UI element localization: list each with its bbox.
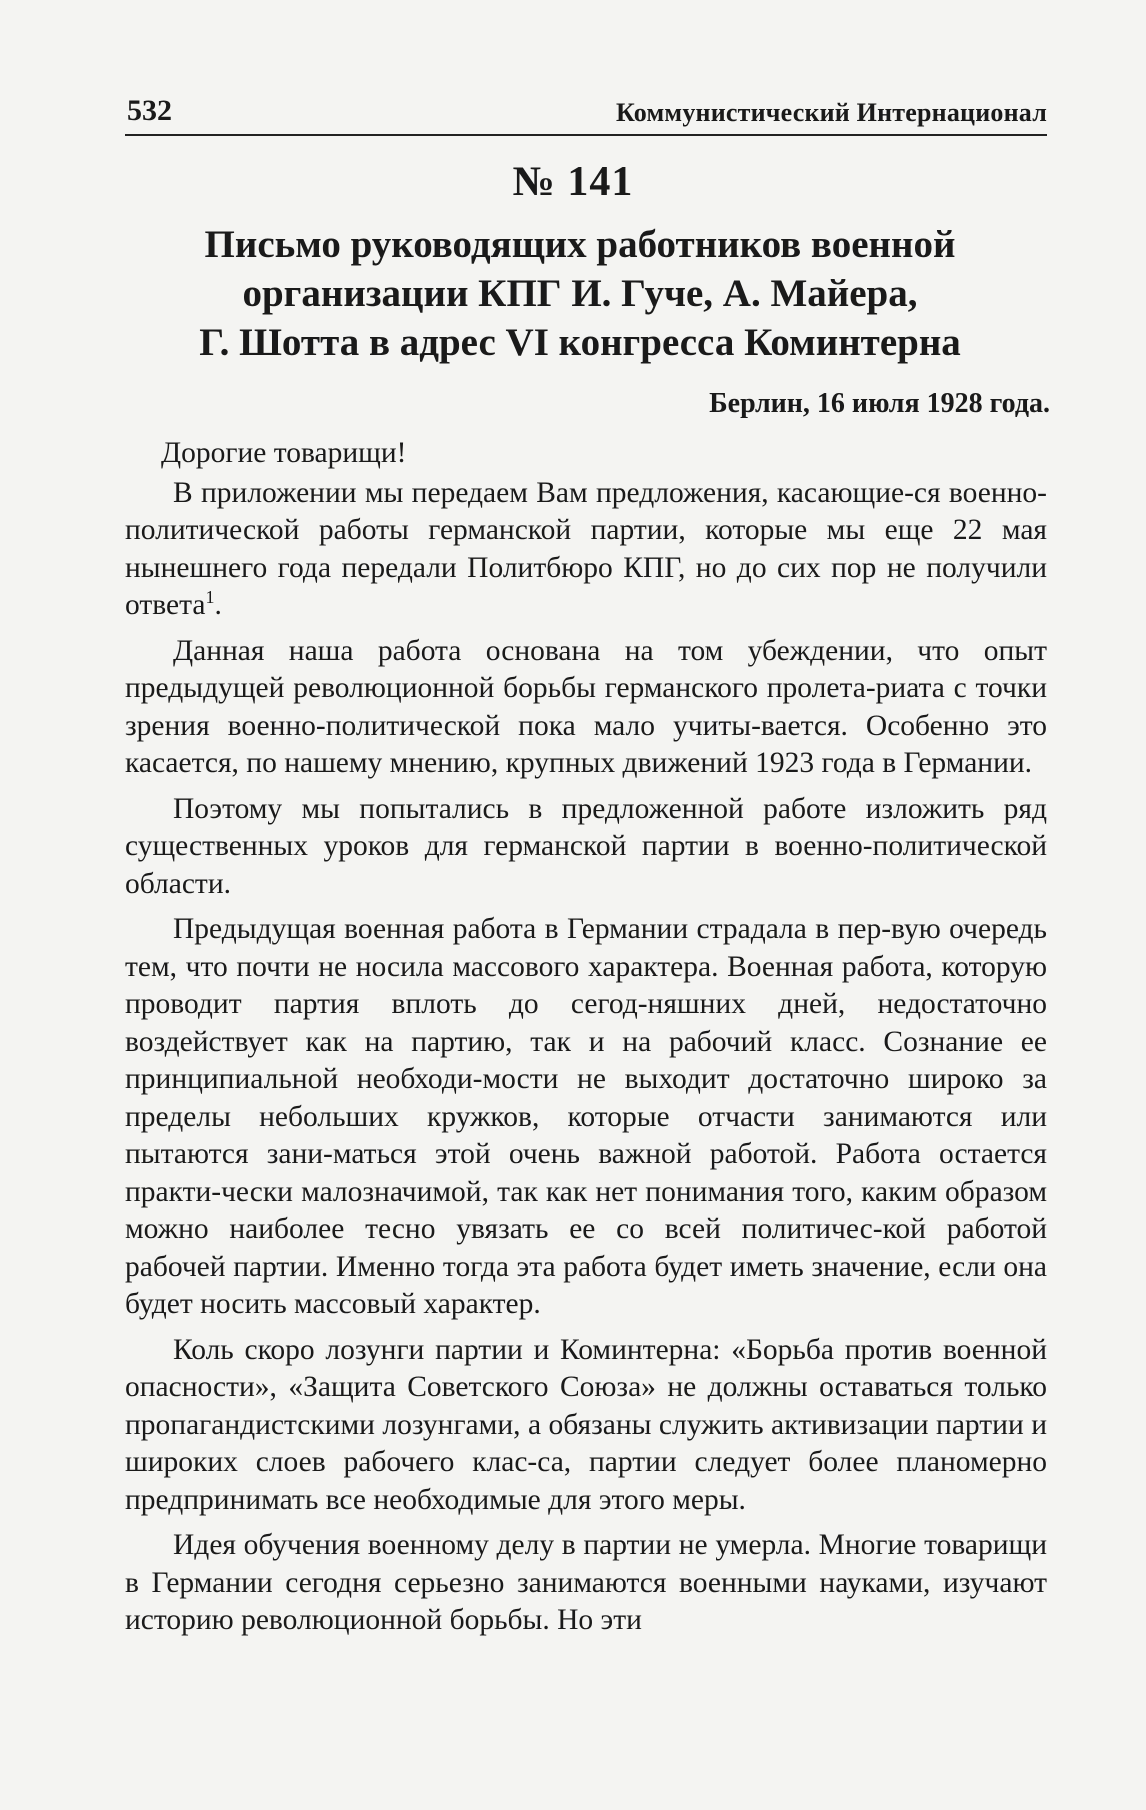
- document-number: № 141: [512, 159, 634, 205]
- paragraph: Поэтому мы попытались в предложенной работе изложить ряд существенных уроков для германской партии в военно-политической области.: [125, 792, 1047, 900]
- running-header: [125, 94, 1047, 136]
- dateline: Берлин, 16 июля 1928 года.: [709, 388, 1050, 419]
- paragraph: Предыдущая военная работа в Германии страдала в пер-вую очередь тем, что почти не носила массового характера. Военная работа, которую проводит партия вплоть до сегод-няшних дней, недостаточно воздействует как на партию, так и на рабочий класс. Сознание ее принципиальной необходи-мости не выходит достаточно широко за пределы небольших кружков, которые отчасти занимаются или пытаются зани-маться этой очень важной работой. Работа остается практи-чески малозначимой, так как нет понимания того, каким образом можно наиболее тесно увязать ее со всей политичес-кой работой рабочей партии. Именно тогда эта работа будет иметь значение, если она будет носить массовый характер.: [125, 913, 1047, 1320]
- title-line: организации КПГ И. Гуче, А. Майера,: [242, 272, 918, 315]
- paragraph: Коль скоро лозунги партии и Коминтерна: «Борьба против военной опасности», «Защита Советского Союза» не должны оставаться только пропагандистскими лозунгами, а обязаны служить активизации партии и широких слоев рабочего клас-са, партии следует более планомерно предпринимать все необходимые для этого меры.: [125, 1333, 1047, 1516]
- paragraph: В приложении мы передаем Вам предложения, касающие-ся военно-политической работы германской партии, которые мы еще 22 мая нынешнего года передали Политбюро КПГ, но до сих пор не получили ответа$^1$.: [125, 476, 1047, 621]
- title-line: Письмо руководящих работников военной: [204, 223, 956, 266]
- paragraph: Данная наша работа основана на том убеждении, что опыт предыдущей революционной борьбы германского пролета-риата с точки зрения военно-политической пока мало учиты-вается. Особенно это касается, по нашему мнению, крупных движений 1923 года в Германии.: [125, 634, 1047, 779]
- journal-title: Коммунистический Интернационал: [616, 98, 1047, 127]
- salutation: Дорогие товарищи!: [161, 437, 407, 469]
- paragraph: Идея обучения военному делу в партии не умерла. Многие товарищи в Германии сегодня серьезно занимаются военными науками, изучают историю революционной борьбы. Но эти: [125, 1529, 1047, 1636]
- page-number: 532: [127, 94, 172, 127]
- title-line: Г. Шотта в адрес VI конгресса Коминтерна: [199, 321, 961, 364]
- paragraph-text: В приложении мы передаем Вам предложения, касающие-ся военно-политической работы германской партии, которые мы еще 22 мая нынешнего года передали Политбюро КПГ, но до сих пор не получили ответа: [125, 476, 1047, 621]
- document-title: [150, 220, 1010, 367]
- footnote-reference: 1: [205, 587, 215, 608]
- letter-body: [125, 435, 1047, 1648]
